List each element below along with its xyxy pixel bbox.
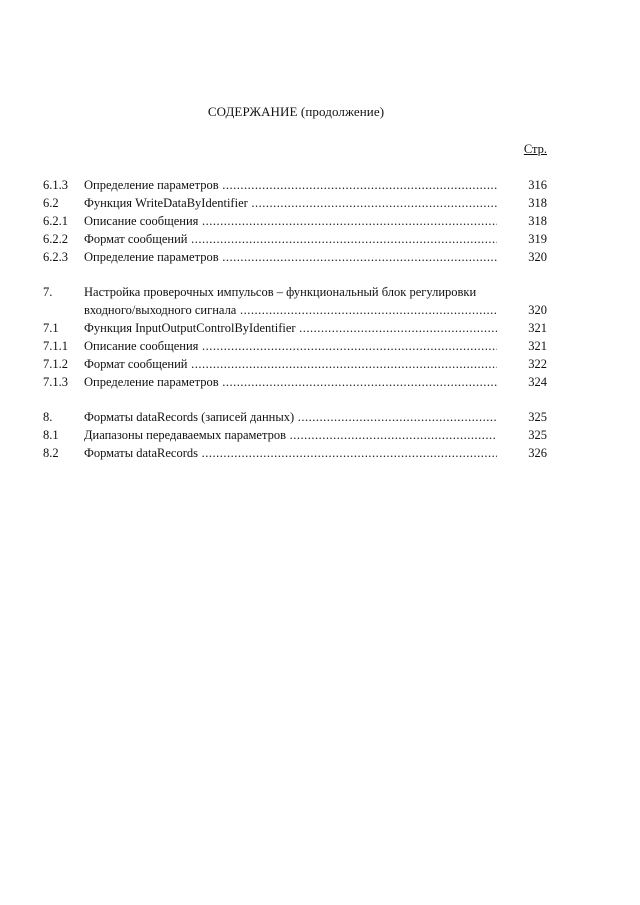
toc-entry: [43, 248, 547, 266]
toc-entry-number: 8.1: [43, 428, 59, 442]
section-spacer: [43, 266, 547, 283]
toc-entry-page: 325: [528, 410, 547, 424]
toc-entry-title: Определение параметров .....: [84, 176, 497, 194]
toc-entry: [43, 426, 547, 444]
toc-entry-page: 320: [528, 303, 547, 317]
toc-entry-number: 7.: [43, 285, 53, 299]
toc-entry-title: Форматы dataRecords .....: [84, 444, 497, 462]
toc-entry-title: Определение параметров .....: [84, 373, 497, 391]
toc-entry-page: 318: [528, 196, 547, 210]
toc-entry: [43, 444, 547, 462]
toc-entry: [43, 355, 547, 373]
toc-entry-title: Описание сообщения .....: [84, 212, 497, 230]
toc-entry-number: 8.2: [43, 446, 59, 460]
toc-entry-number: 7.1.2: [43, 357, 68, 371]
toc-entry-number: 7.1: [43, 321, 59, 335]
toc-entry-number: 6.2.3: [43, 250, 68, 264]
toc-entry-number: 8.: [43, 410, 53, 424]
toc-entry-page: 316: [528, 178, 547, 192]
toc-entry-page: 324: [528, 375, 547, 389]
toc-entry-page: 321: [528, 321, 547, 335]
toc-entry-page: 325: [528, 428, 547, 442]
toc-entry-number: 7.1.1: [43, 339, 68, 353]
toc-entry-page: 322: [528, 357, 547, 371]
toc-entry-title: Определение параметров .....: [84, 248, 497, 266]
table-of-contents: [43, 176, 547, 462]
toc-entry-number: 6.2.2: [43, 232, 68, 246]
toc-entry-number: 6.2.1: [43, 214, 68, 228]
toc-entry: [43, 373, 547, 391]
toc-entry-title: Описание сообщения .....: [84, 337, 497, 355]
toc-entry-title-line1: Настройка проверочных импульсов – функциональный блок регулировки: [84, 285, 477, 299]
section-spacer: [43, 391, 547, 408]
toc-entry: [43, 212, 547, 230]
toc-entry-title: Функция InputOutputControlByIdentifier .....: [84, 319, 497, 337]
toc-entry: [43, 283, 547, 319]
toc-entry: [43, 337, 547, 355]
toc-entry-number: 6.2: [43, 196, 59, 210]
toc-entry-page: 326: [528, 446, 547, 460]
toc-entry-title: Функция WriteDataByIdentifier .....: [84, 194, 497, 212]
toc-entry-number: 7.1.3: [43, 375, 68, 389]
toc-entry-title: Форматы dataRecords (записей данных) .....: [84, 408, 497, 426]
toc-entry-title: Диапазоны передаваемых параметров .....: [84, 426, 497, 444]
toc-entry-title: Формат сообщений .....: [84, 230, 497, 248]
toc-entry-page: 320: [528, 250, 547, 264]
toc-entry: [43, 408, 547, 426]
page-column-label: Стр.: [523, 142, 547, 156]
toc-title: СОДЕРЖАНИЕ (продолжение): [207, 104, 385, 119]
toc-entry-number: 6.1.3: [43, 178, 68, 192]
toc-entry: [43, 230, 547, 248]
toc-entry-title: Формат сообщений .....: [84, 355, 497, 373]
toc-entry: [43, 319, 547, 337]
toc-entry-title: входного/выходного сигнала .....: [84, 301, 497, 319]
toc-entry: [43, 194, 547, 212]
toc-entry: [43, 176, 547, 194]
toc-entry-page: 318: [528, 214, 547, 228]
toc-entry-page: 319: [528, 232, 547, 246]
toc-entry-page: 321: [528, 339, 547, 353]
